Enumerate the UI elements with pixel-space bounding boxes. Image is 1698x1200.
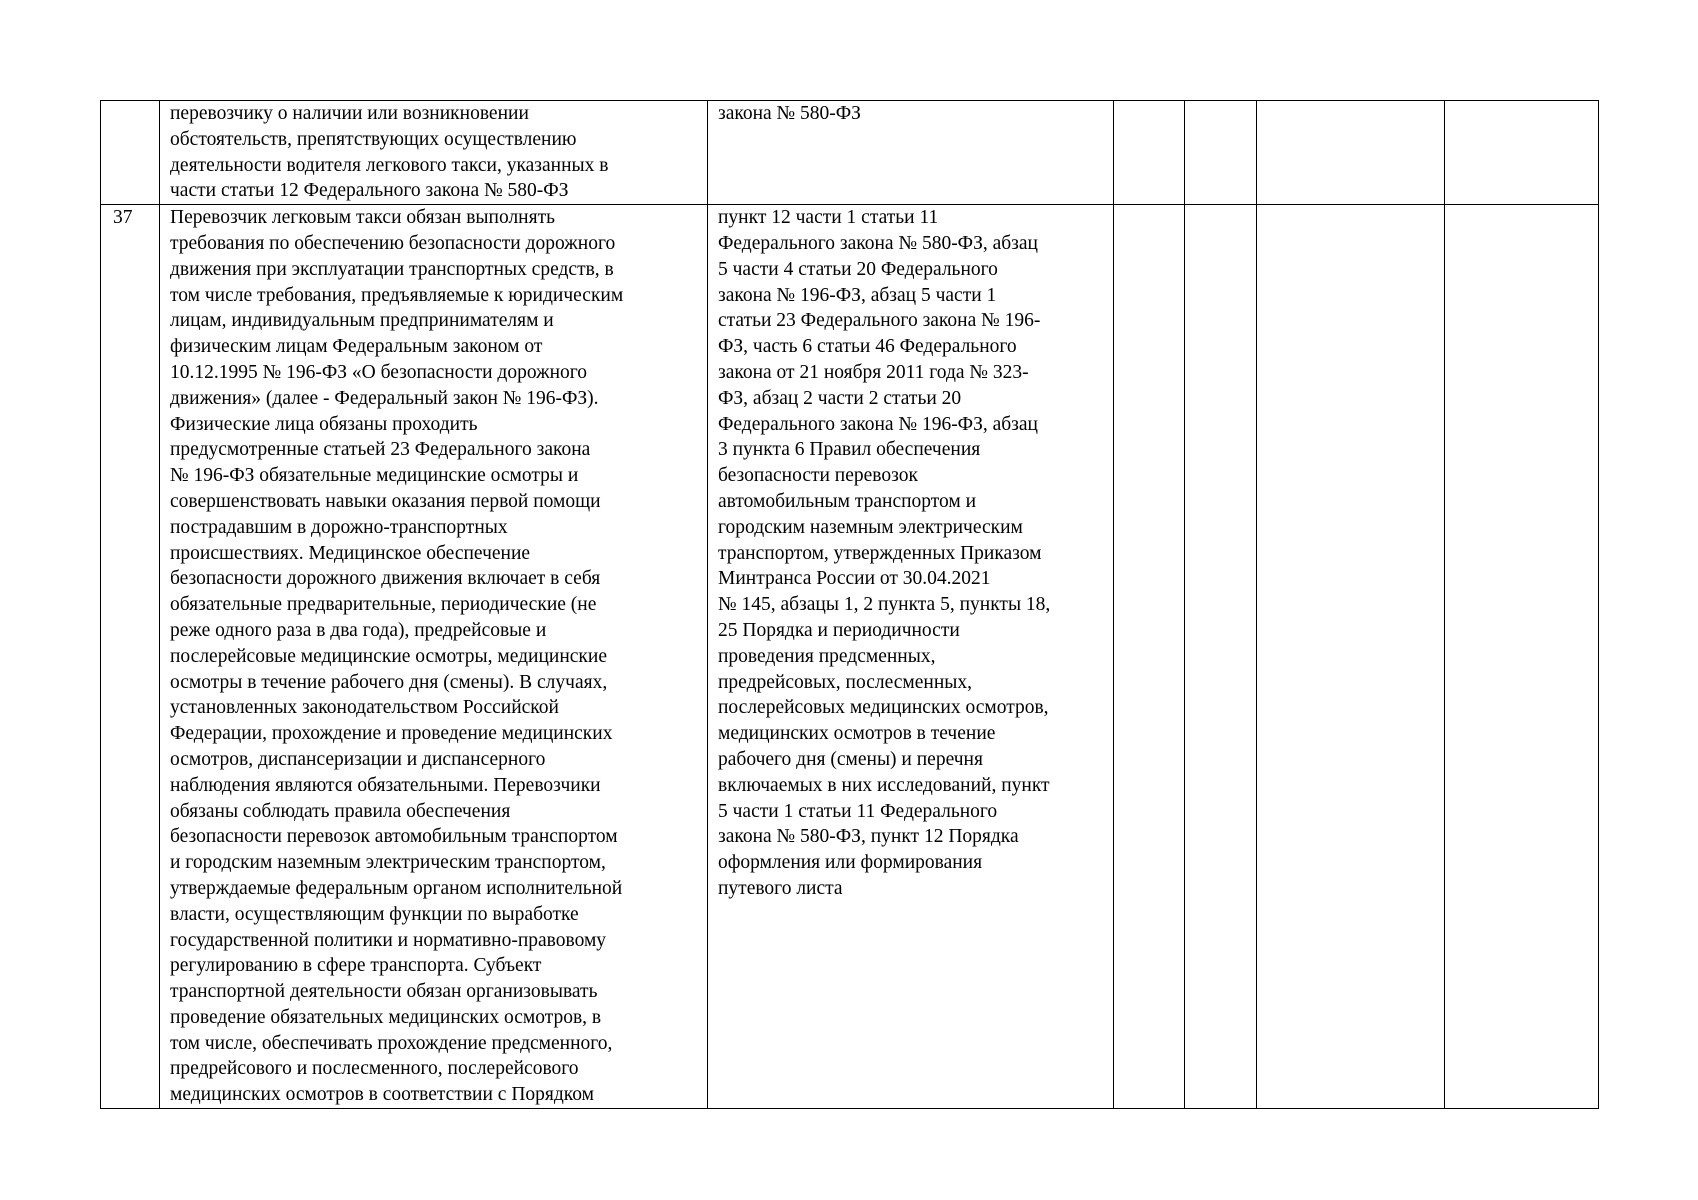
legal-reference: пункт 12 части 1 статьи 11 Федерального закона № 580-ФЗ, абзац 5 части 4 статьи 20 Федерального закона № 196-ФЗ, абзац 5 части 1 статьи 23 Федерального закона № 196- ФЗ, часть 6 статьи 46 Федерального закона от 21 ноября 2011 года № 323- ФЗ, абзац 2 части 2 статьи 20 Федерального закона № 196-ФЗ, абзац 3 пункта 6 Правил обеспечения безопасности перевозок автомобильным транспортом и городским наземным электрическим транспортом, утвержденных Приказом Минтранса России от 30.04.2021 № 145, абзацы 1, 2 пункта 5, пункты 18, 25 Порядка и периодичности проведения предсменных, предрейсовых, послесменных, послерейсовых медицинских осмотров, медицинских осмотров в течение рабочего дня (смены) и перечня включаемых в них исследований, пункт 5 части 1 статьи 11 Федерального закона № 580-ФЗ, пункт 12 Порядка оформления или формирования путевого листа: [708, 205, 1114, 1109]
requirement-text: перевозчику о наличии или возникновении обстоятельств, препятствующих осуществлению деятельности водителя легкового такси, указанных в части статьи 12 Федерального закона № 580-ФЗ: [160, 101, 708, 205]
requirements-table: [100, 100, 1599, 1109]
legal-reference: закона № 580-ФЗ: [708, 101, 1114, 205]
row-number: 37: [101, 205, 160, 1109]
empty-cell: [1185, 205, 1257, 1109]
table-row: [101, 205, 1599, 1109]
empty-cell: [1114, 205, 1185, 1109]
empty-cell: [1445, 101, 1599, 205]
empty-cell: [1257, 205, 1445, 1109]
empty-cell: [1114, 101, 1185, 205]
empty-cell: [1185, 101, 1257, 205]
row-number: [101, 101, 160, 205]
table-row: [101, 101, 1599, 205]
empty-cell: [1257, 101, 1445, 205]
empty-cell: [1445, 205, 1599, 1109]
requirement-text: Перевозчик легковым такси обязан выполнять требования по обеспечению безопасности дорожного движения при эксплуатации транспортных средств, в том числе требования, предъявляемые к юридическим лицам, индивидуальным предпринимателям и физическим лицам Федеральным законом от 10.12.1995 № 196-ФЗ «О безопасности дорожного движения» (далее - Федеральный закон № 196-ФЗ). Физические лица обязаны проходить предусмотренные статьей 23 Федерального закона № 196-ФЗ обязательные медицинские осмотры и совершенствовать навыки оказания первой помощи пострадавшим в дорожно-транспортных происшествиях. Медицинское обеспечение безопасности дорожного движения включает в себя обязательные предварительные, периодические (не реже одного раза в два года), предрейсовые и послерейсовые медицинские осмотры, медицинские осмотры в течение рабочего дня (смены). В случаях, установленных законодательством Российской Федерации, прохождение и проведение медицинских осмотров, диспансеризации и диспансерного наблюдения являются обязательными. Перевозчики обязаны соблюдать правила обеспечения безопасности перевозок автомобильным транспортом и городским наземным электрическим транспортом, утверждаемые федеральным органом исполнительной власти, осуществляющим функции по выработке государственной политики и нормативно-правовому регулированию в сфере транспорта. Субъект транспортной деятельности обязан организовывать проведение обязательных медицинских осмотров, в том числе, обеспечивать прохождение предсменного, предрейсового и послесменного, послерейсового медицинских осмотров в соответствии с Порядком: [160, 205, 708, 1109]
